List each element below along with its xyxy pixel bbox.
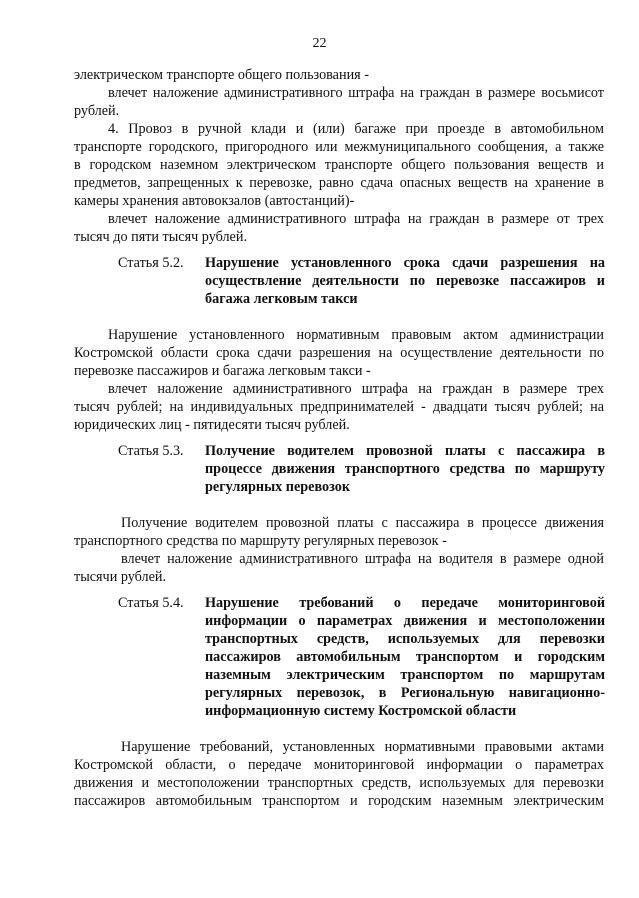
article-label: Статья 5.3. (118, 443, 184, 459)
article-heading-line: информационную систему Костромской области (205, 703, 517, 719)
text-line: тысяч рублей; на индивидуальных предпринимателей - двадцати тысяч рублей; на (74, 399, 604, 415)
text-line: влечет наложение административного штрафа на граждан в размере от трех (108, 211, 604, 227)
article-heading-line: осуществление деятельности по перевозке пассажиров и (205, 273, 605, 289)
text-line: предметов, запрещенных к перевозке, равно сдача опасных веществ на хранение в (74, 175, 604, 191)
text-line: Костромской области, о передаче мониторинговой информации о параметрах (74, 757, 604, 773)
article-heading-line: информации о параметрах движения и местоположении (205, 613, 605, 629)
text-line: электрическом транспорте общего пользования - (74, 67, 369, 83)
article-heading-line: Нарушение требований о передаче мониторинговой (205, 595, 605, 611)
text-line: влечет наложение административного штрафа на граждан в размере трех (108, 381, 604, 397)
text-line: транспорте городского, пригородного или межмуниципального сообщения, а также (74, 139, 604, 155)
article-heading-line: наземным электрическим транспортом по маршрутам (205, 667, 605, 683)
article-label: Статья 5.2. (118, 255, 184, 271)
text-line: транспортного средства по маршруту регулярных перевозок - (74, 533, 447, 549)
text-line: 4. Провоз в ручной клади и (или) багаже при проезде в автомобильном (108, 121, 604, 137)
text-line: влечет наложение административного штрафа на граждан в размере восьмисот (108, 85, 604, 101)
article-heading-line: транспортных средств, используемых для перевозки (205, 631, 605, 647)
text-line: Костромской области срока сдачи разрешения на осуществление деятельности по (74, 345, 604, 361)
article-heading-line: процессе движения транспортного средства по маршруту (205, 461, 605, 477)
article-heading-line: регулярных перевозок (205, 479, 350, 495)
text-line: Нарушение установленного нормативным правовым актом администрации (108, 327, 604, 343)
article-heading-line: Нарушение установленного срока сдачи разрешения на (205, 255, 605, 271)
text-line: тысячи рублей. (74, 569, 167, 585)
page-number: 22 (312, 36, 327, 51)
text-line: пассажиров автомобильным транспортом и городским наземным электрическим (74, 793, 604, 809)
text-line: влечет наложение административного штрафа на водителя в размере одной (121, 551, 604, 567)
article-label: Статья 5.4. (118, 595, 184, 611)
text-line: движения и местоположении транспортных средств, используемых для перевозки (74, 775, 604, 791)
article-heading-line: регулярных перевозок, в Региональную навигационно- (205, 685, 605, 701)
text-line: перевозке пассажиров и багажа легковым такси - (74, 363, 371, 379)
text-line: рублей. (74, 103, 120, 119)
text-line: Нарушение требований, установленных нормативными правовыми актами (121, 739, 604, 755)
text-line: камеры хранения автовокзалов (автостанций)- (74, 193, 355, 209)
article-heading-line: багажа легковым такси (205, 291, 358, 307)
text-line: в городском наземном электрическом транспорте общего пользования веществ и (74, 157, 604, 173)
text-line: тысяч до пяти тысяч рублей. (74, 229, 247, 245)
text-line: юридических лиц - пятидесяти тысяч рублей. (74, 417, 350, 433)
article-heading-line: пассажиров автомобильным транспортом и городским (205, 649, 605, 665)
text-line: Получение водителем провозной платы с пассажира в процессе движения (121, 515, 604, 531)
article-heading-line: Получение водителем провозной платы с пассажира в (205, 443, 605, 459)
